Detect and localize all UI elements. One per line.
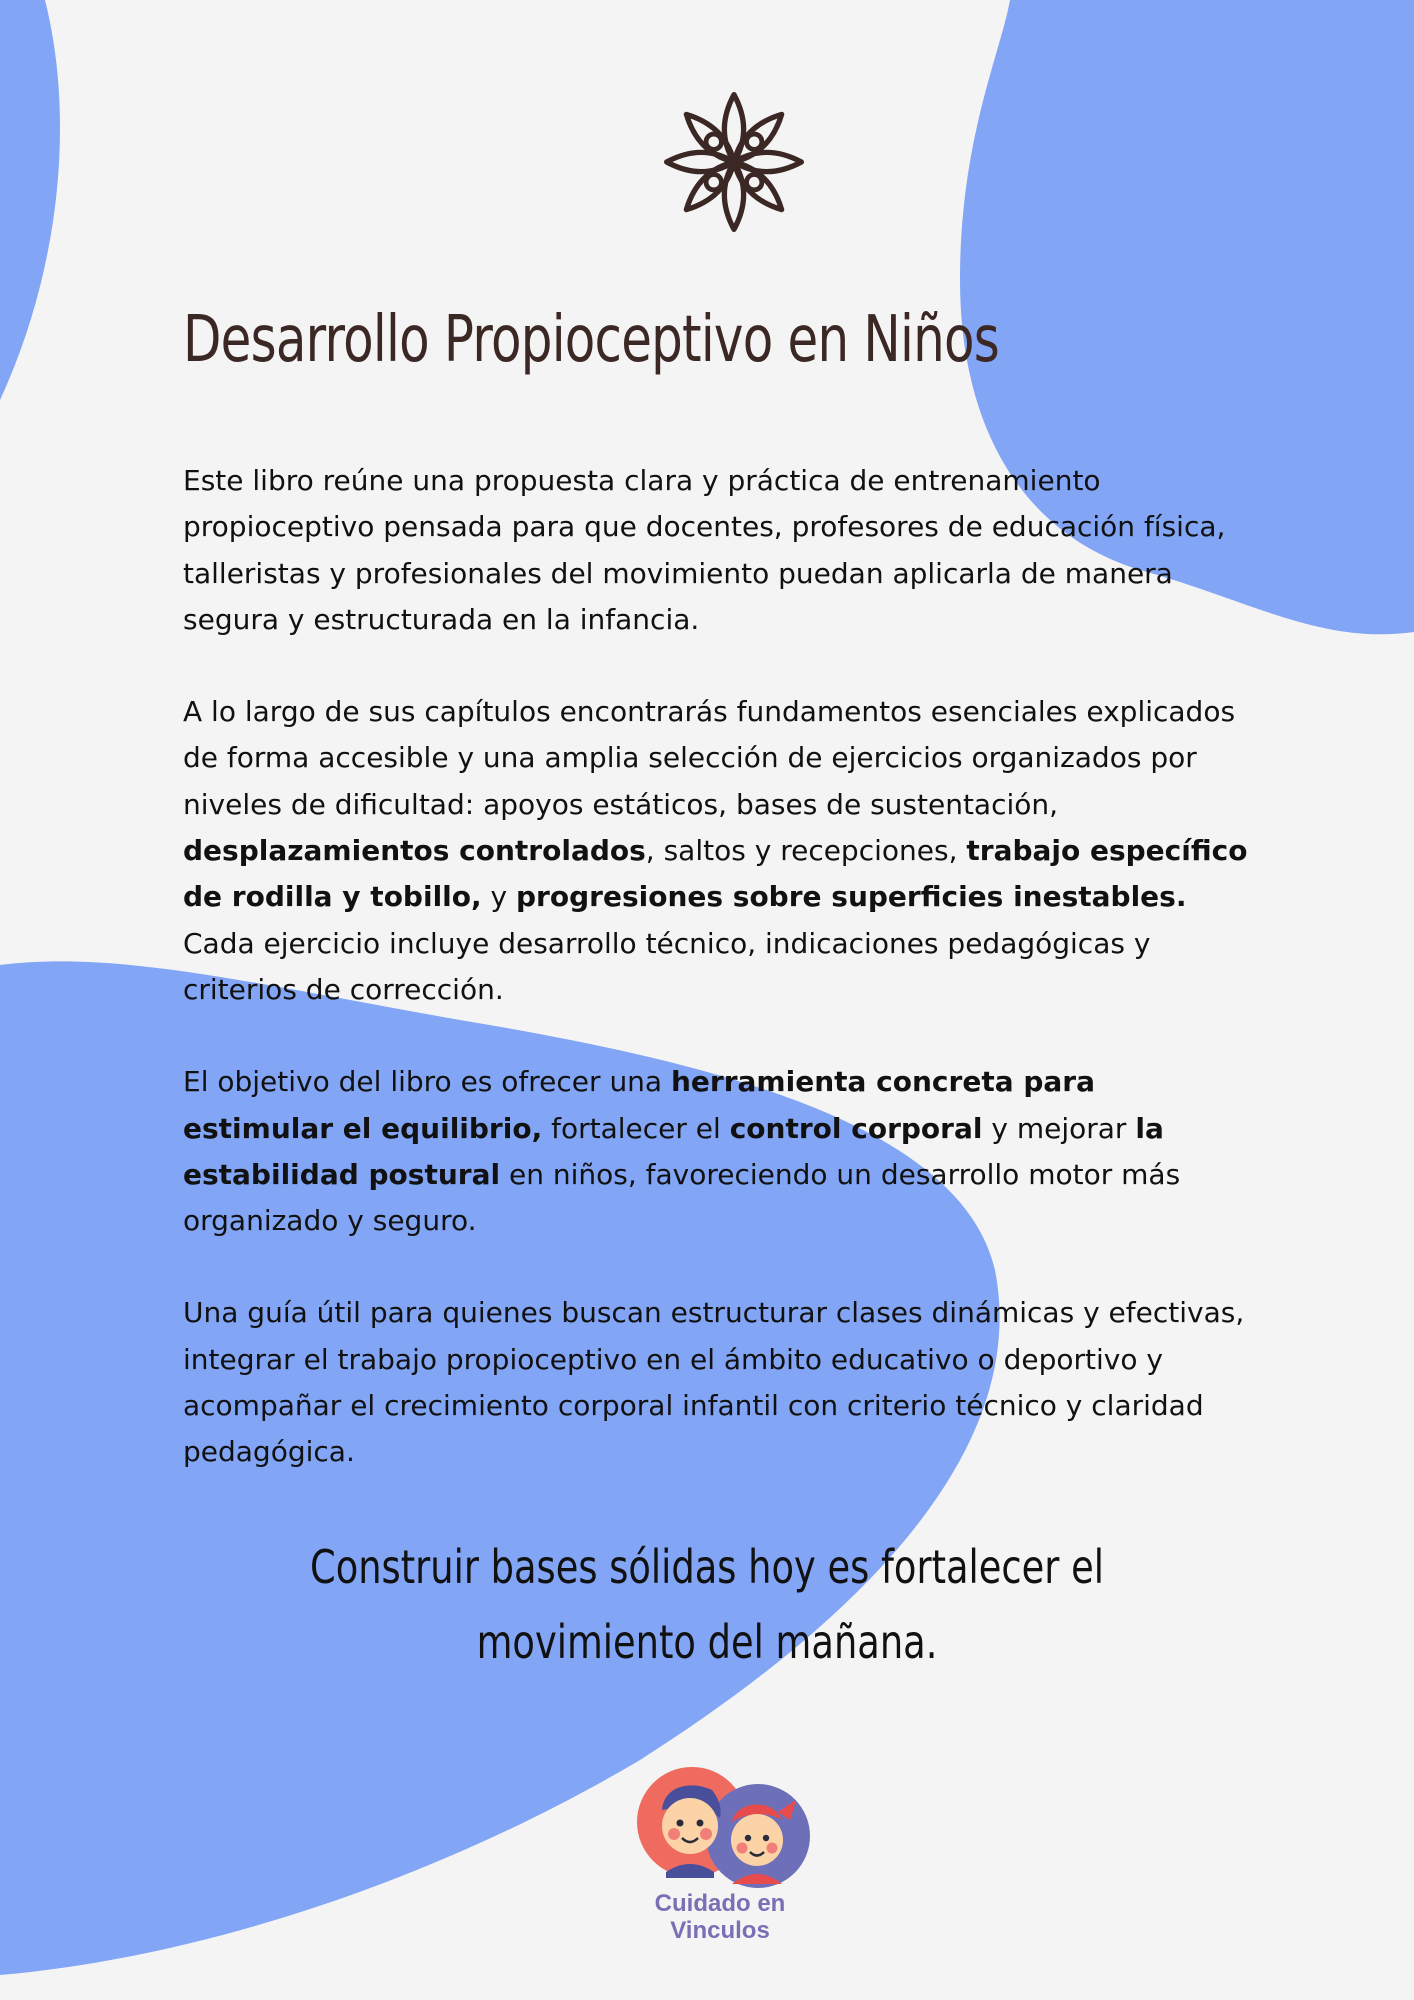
page-title: Desarrollo Propioceptivo en Niños: [183, 303, 999, 377]
bold-run: trabajo específico de rodilla y tobillo,: [183, 834, 1248, 914]
bold-run: desplazamientos controlados: [183, 834, 646, 868]
blob-top-left: [0, 0, 60, 400]
text-run: A lo largo de sus capítulos encontrarás fundamentos esenciales explicados de forma accesible y una amplia selección de ejercicios organizados por niveles de dificultad: apoyos estáticos, bases de sustentación,: [183, 695, 1236, 821]
flower-icon: [657, 85, 811, 239]
children-logo-icon: [620, 1760, 820, 1890]
text-run: y mejorar: [982, 1111, 1136, 1145]
paragraph-intro: [183, 458, 1253, 643]
text-run: y: [481, 880, 517, 914]
tagline: [140, 1530, 1274, 1680]
bold-run: herramienta concreta para estimular el equilibrio,: [183, 1065, 1095, 1145]
text-run: Este libro reúne una propuesta clara y práctica de entrenamiento propioceptivo pensada para que docentes, profesores de educación física, talleristas y profesionales del movimiento puedan aplicarla de manera segura y estructurada en la infancia.: [183, 464, 1226, 636]
text-run: Una guía útil para quienes buscan estructurar clases dinámicas y efectivas, integrar el trabajo propioceptivo en el ámbito educativo o deportivo y acompañar el crecimiento corporal infantil con criterio técnico y claridad pedagógica.: [183, 1296, 1245, 1469]
text-run: en niños, favoreciendo un desarrollo motor más organizado y seguro.: [183, 1157, 1181, 1238]
text-run: Cada ejercicio incluye desarrollo técnico, indicaciones pedagógicas y criterios de corrección.: [183, 926, 1151, 1006]
logo-text-line2: Vinculos: [670, 1917, 770, 1944]
logo-text-line1: Cuidado en: [654, 1890, 786, 1917]
bold-run: control corporal: [729, 1111, 983, 1145]
logo-text: [620, 1890, 820, 1944]
paragraph-contents: [183, 689, 1253, 1013]
text-run: , saltos y recepciones,: [645, 834, 967, 868]
bold-run: progresiones sobre superficies inestables.: [516, 880, 1187, 914]
description-body: [183, 458, 1253, 1522]
text-run: fortalecer el: [542, 1111, 730, 1145]
text-run: El objetivo del libro es ofrecer una: [183, 1065, 671, 1099]
paragraph-closing: [183, 1290, 1253, 1475]
bold-run: la estabilidad postural: [183, 1111, 1164, 1191]
paragraph-objective: [183, 1059, 1253, 1244]
brand-logo: [620, 1760, 820, 1950]
tagline-text: Construir bases sólidas hoy es fortalecer el movimiento del mañana.: [310, 1540, 1104, 1669]
